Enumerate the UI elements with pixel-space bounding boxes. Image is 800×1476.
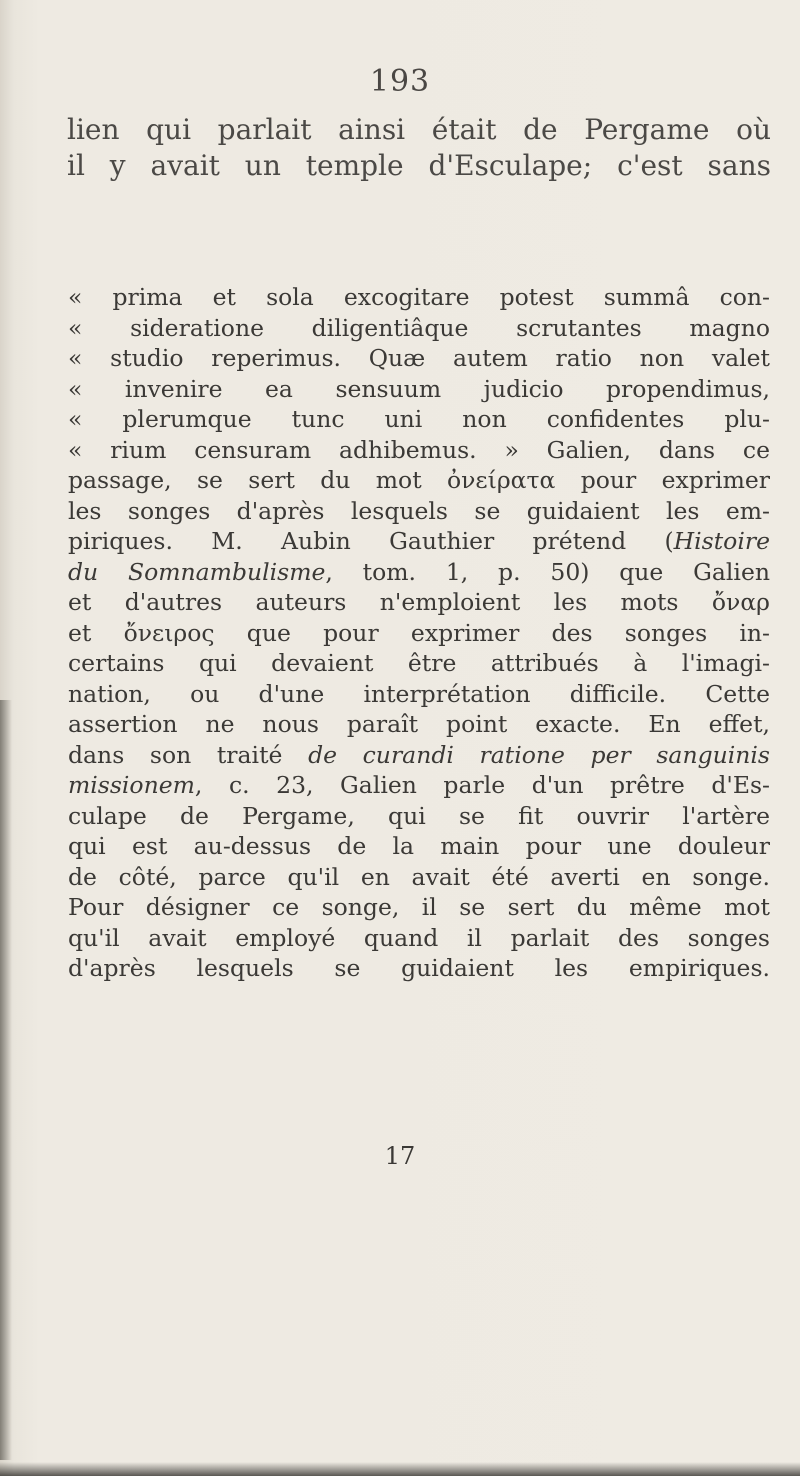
text-line xyxy=(68,740,770,771)
text-line: qu'il avait employé quand il parlait des songes xyxy=(68,923,770,952)
text-line: « plerumque tunc uni non confidentes plu- xyxy=(68,405,770,433)
italic-title: missionem xyxy=(68,771,195,799)
text-line: lien qui parlait ainsi était de Pergame où xyxy=(67,113,771,146)
text-line: il y avait un temple d'Esculape; c'est sans xyxy=(67,149,771,182)
italic-title: du Somnambulisme xyxy=(68,557,326,586)
text-line: certains qui devaient être attribués à l'imagi- xyxy=(68,649,770,677)
text-line xyxy=(68,557,770,588)
text-line: qui est au-dessus de la main pour une douleur xyxy=(68,832,770,860)
page-number: 193 xyxy=(369,64,431,99)
text-line: passage, se sert du mot ὀνείρατα pour exprimer xyxy=(68,466,770,494)
text-line: « invenire ea sensuum judicio propendimus, xyxy=(68,374,770,403)
page-bottom-edge xyxy=(0,1462,800,1476)
text-line: Pour désigner ce songe, il se sert du même mot xyxy=(68,893,770,921)
text-line: les songes d'après lesquels se guidaient les em- xyxy=(68,496,770,525)
text-segment: , c. 23, Galien parle d'un prêtre d'Es- xyxy=(194,771,770,799)
italic-title: de curandi ratione per sanguinis xyxy=(308,740,770,769)
text-line: assertion ne nous paraît point exacte. En effet, xyxy=(68,710,770,738)
text-line xyxy=(68,526,770,557)
italic-title: Histoire xyxy=(673,527,770,555)
text-line: de côté, parce qu'il en avait été averti en songe. xyxy=(68,862,770,891)
text-segment: piriques. M. Aubin Gauthier prétend ( xyxy=(68,527,674,555)
text-segment: , tom. 1, p. 50) que Galien xyxy=(325,557,770,586)
text-line: et ὄνειρος que pour exprimer des songes in- xyxy=(68,618,770,647)
text-segment: dans son traité xyxy=(68,740,309,769)
text-line: d'après lesquels se guidaient les empiriques. xyxy=(68,954,770,982)
text-line: « prima et sola excogitare potest summâ con- xyxy=(68,283,770,311)
text-line xyxy=(68,770,770,801)
text-line: « studio reperimus. Quæ autem ratio non valet xyxy=(68,344,770,372)
intro-paragraph xyxy=(67,112,771,184)
text-line: « sideratione diligentiâque scrutantes magno xyxy=(68,313,770,342)
signature-mark: 17 xyxy=(384,1142,416,1170)
binding-shadow xyxy=(0,700,12,1460)
text-line: « rium censuram adhibemus. » Galien, dans ce xyxy=(68,435,770,464)
main-paragraph xyxy=(68,282,770,984)
text-line: et d'autres auteurs n'emploient les mots ὄναρ xyxy=(68,588,770,616)
text-line: culape de Pergame, qui se fit ouvrir l'artère xyxy=(68,801,770,830)
text-line: nation, ou d'une interprétation difficile. Cette xyxy=(68,679,770,708)
